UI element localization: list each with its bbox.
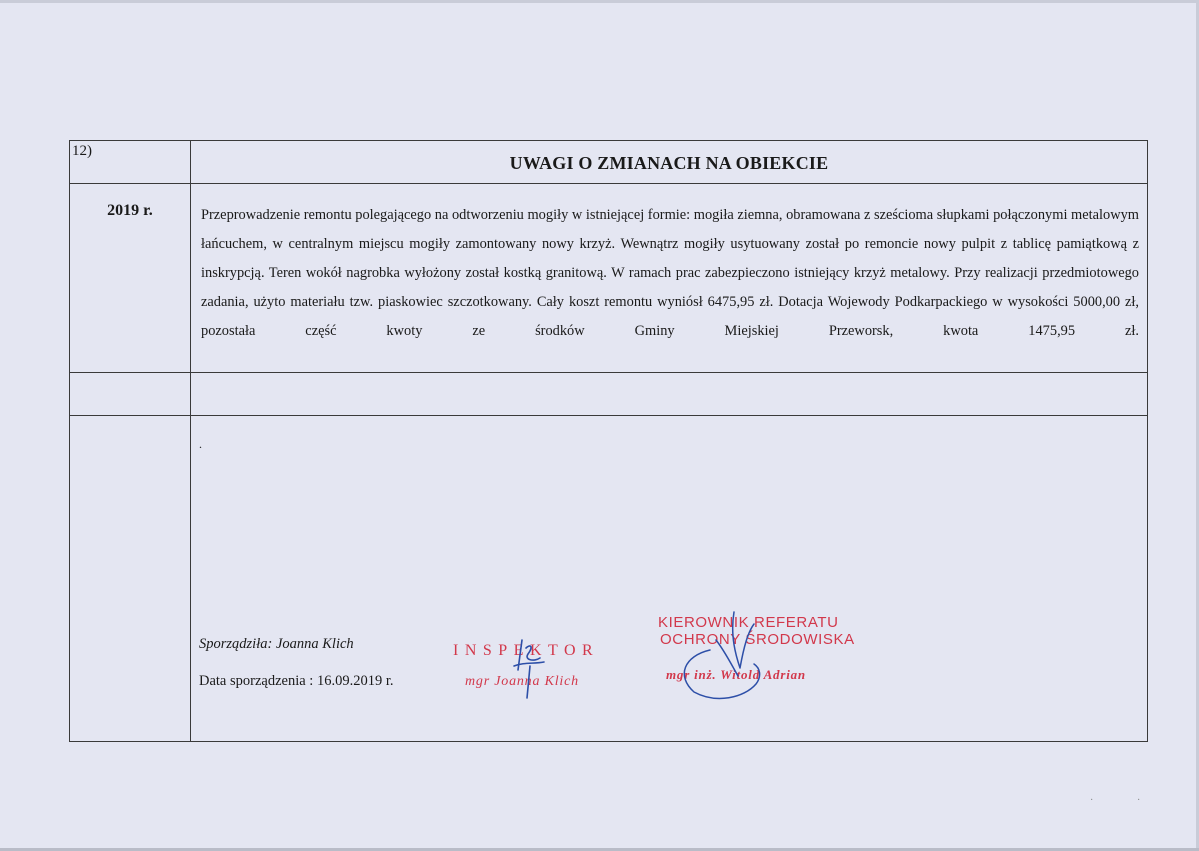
section-number: 12) xyxy=(72,143,92,159)
entry-description: Przeprowadzenie remontu polegającego na odtworzeniu mogiły w istniejącej formie: mogiła ziemna, obramowana z sześcioma słupkami połączonymi metalowym łańcuchem, w centralnym miejscu mogiły zamontowany nowy krzyż. Wewnątrz mogiły usytuowany został po remoncie nowy pulpit z tablicę pamiątkową z inskrypcją. Teren wokół nagrobka wyłożony został kostką granitową. W ramach prac zabezpieczono istniejący krzyż metalowy. Przy realizacji przedmiotowego zadania, użyto materiału tzw. piaskowiec szczotkowany. Cały koszt remontu wyniósł 6475,95 zł. Dotacja Wojewody Podkarpackiego w wysokości 5000,00 zł, pozostała część kwoty ze środków Gminy Miejskiej Przeworsk, kwota 1475,95 zł. xyxy=(201,207,1139,339)
signature-block xyxy=(199,636,393,690)
prepared-by: Sporządziła: Joanna Klich xyxy=(199,636,354,652)
description-cell xyxy=(191,184,1148,373)
preparation-date: Data sporządzenia : 16.09.2019 r. xyxy=(199,673,394,689)
signature-row xyxy=(70,416,1148,742)
page-edge xyxy=(0,0,1199,3)
stray-dot: . xyxy=(199,437,202,451)
inspector-stamp-name: mgr Joanna Klich xyxy=(465,674,579,689)
empty-cell xyxy=(70,416,191,742)
head-stamp xyxy=(658,614,858,683)
section-number-cell xyxy=(70,141,191,184)
empty-cell xyxy=(70,373,191,416)
head-stamp-line2: OCHRONY ŚRODOWISKA xyxy=(660,631,855,648)
empty-cell xyxy=(191,373,1148,416)
section-title-cell xyxy=(191,141,1148,184)
inspector-stamp xyxy=(453,642,603,690)
inspector-stamp-role: INSPEKTOR xyxy=(453,642,600,659)
scan-speck: · xyxy=(1090,795,1094,806)
entry-row xyxy=(70,184,1148,373)
head-stamp-line1: KIEROWNIK REFERATU xyxy=(658,614,839,631)
section-title: UWAGI O ZMIANACH NA OBIEKCIE xyxy=(509,153,829,173)
year-cell xyxy=(70,184,191,373)
header-row xyxy=(70,141,1148,184)
head-stamp-name: mgr inż. Witold Adrian xyxy=(666,667,806,682)
signature-cell xyxy=(191,416,1148,742)
entry-year: 2019 r. xyxy=(107,202,153,219)
scan-speck: · xyxy=(1137,795,1141,806)
empty-row xyxy=(70,373,1148,416)
